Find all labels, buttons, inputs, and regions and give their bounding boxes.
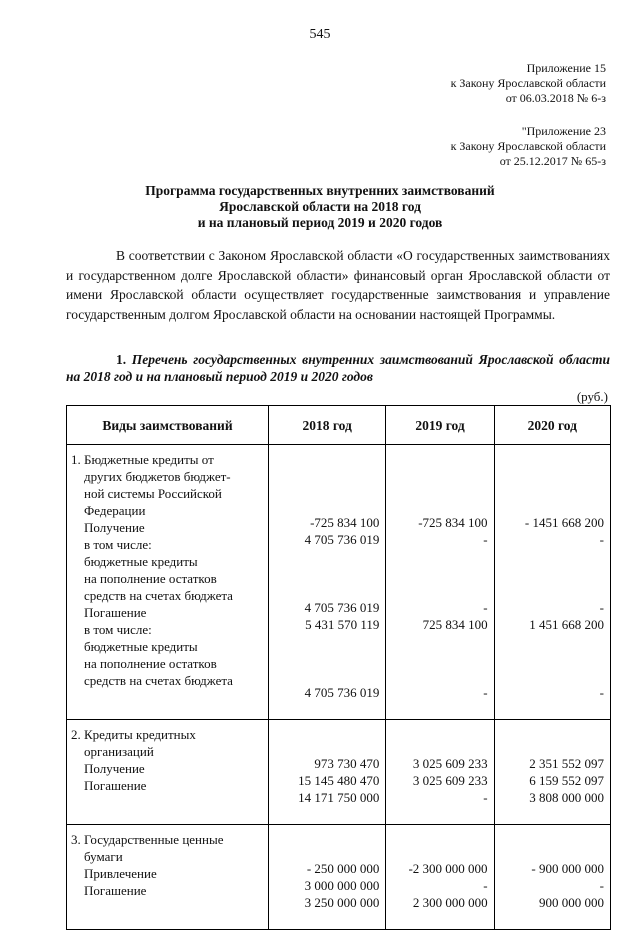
row-label: ной системы Российской [71,486,222,501]
value-2019: - [483,685,488,700]
value-2018-cell [268,825,386,930]
value-2019-cell [386,825,494,930]
row-label: средств на счетах бюджета [71,588,233,603]
value-2020 [496,667,604,684]
value-2020 [496,548,604,565]
value-2020 [496,650,604,667]
value-2018: 4 705 736 019 [304,600,380,615]
row-label: Получение [71,520,145,535]
page-number: 545 [309,27,331,42]
value-2019: -2 300 000 000 [408,861,488,876]
value-2018 [270,650,380,667]
value-2020: 1 451 668 200 [529,617,604,632]
value-2018: 4 705 736 019 [304,685,380,700]
value-2020 [496,565,604,582]
value-2019 [387,548,487,565]
value-2018: 5 431 570 119 [305,617,380,632]
row-label: Погашение [71,605,147,620]
row-label: Федерации [71,503,146,518]
table-row [67,720,611,825]
appendix-23-line: "Приложение 23 [521,124,606,138]
row-label: 1. Бюджетные кредиты от [71,452,214,467]
value-2018: 15 145 480 470 [298,773,380,788]
value-2019 [387,667,487,684]
header-2019: 2019 год [386,406,494,445]
value-2018: 3 250 000 000 [304,895,380,910]
row-label-cell [67,445,269,720]
row-label: Получение [71,761,145,776]
value-2019: 3 025 609 233 [412,756,488,771]
document-title [60,183,580,231]
value-2018 [270,667,380,684]
value-2020-cell [494,825,610,930]
value-2018: 4 705 736 019 [304,532,380,547]
appendix-15-line: Приложение 15 [526,61,606,75]
value-2018 [270,738,380,755]
title-line-3: и на плановый период 2019 и 2020 годов [197,215,443,230]
value-2018-cell [268,445,386,720]
title-line-2: Ярославской области на 2018 год [219,199,421,214]
value-2018 [270,843,380,860]
value-2020 [496,582,604,599]
value-2019 [387,463,487,480]
table-body [67,445,611,930]
value-2019-cell [386,445,494,720]
value-2019 [387,582,487,599]
value-2020: - 1451 668 200 [524,515,604,530]
value-2019 [387,565,487,582]
section-number: 1. [116,352,127,367]
row-label-cell [67,720,269,825]
table-row [67,445,611,720]
value-2020: - [599,685,604,700]
row-label: средств на счетах бюджета [71,673,233,688]
value-2019 [387,738,487,755]
value-2019: 3 025 609 233 [412,773,488,788]
row-label-cell [67,825,269,930]
value-2020: 3 808 000 000 [529,790,604,805]
appendix-23-date: от 25.12.2017 № 65-з [499,154,606,168]
value-2019-cell [386,720,494,825]
row-label: на пополнение остатков [71,571,217,586]
value-2020: 900 000 000 [539,895,604,910]
table-header-row [67,406,611,445]
value-2020: - [599,878,604,893]
value-2019 [387,480,487,497]
row-label: организаций [71,744,154,759]
value-2018: 3 000 000 000 [304,878,380,893]
row-label: 2. Кредиты кредитных [71,727,196,742]
value-2018 [270,582,380,599]
row-label: бюджетные кредиты [71,639,198,654]
unit-label: (руб.) [576,389,608,404]
value-2019 [387,843,487,860]
value-2020 [496,633,604,650]
value-2020-cell [494,445,610,720]
appendix-15-note [451,61,606,106]
value-2019: - [483,790,488,805]
row-label: в том числе: [71,537,152,552]
value-2019 [387,650,487,667]
value-2019: -725 834 100 [418,515,488,530]
section-title: Перечень государственных внутренних заимствований Ярославской области на 2018 год и на плановый период 2019 и 2020 годов [66,352,610,384]
row-label: 3. Государственные ценные [71,832,224,847]
appendix-23-law: к Закону Ярославской области [450,139,606,153]
appendix-15-law: к Закону Ярославской области [450,76,606,90]
value-2018-cell [268,720,386,825]
row-label: на пополнение остатков [71,656,217,671]
value-2019: 725 834 100 [422,617,488,632]
value-2018 [270,548,380,565]
value-2020: - 900 000 000 [531,861,604,876]
intro-paragraph: В соответствии с Законом Ярославской области «О государственных заимствованиях и государственном долге Ярославской области» финансовый орган Ярославской области от имени Ярославской области осуществляет государственные заимствования и управление государственным долгом Ярославской области на основании настоящей Программы. [66,248,610,322]
row-label: других бюджетов бюджет- [71,469,231,484]
value-2019: - [483,532,488,547]
value-2018 [270,480,380,497]
header-2018: 2018 год [268,406,386,445]
value-2018: - 250 000 000 [306,861,380,876]
value-2020: 2 351 552 097 [529,756,604,771]
value-2020: 6 159 552 097 [529,773,604,788]
value-2020-cell [494,720,610,825]
value-2018: -725 834 100 [310,515,380,530]
appendix-23-note [451,124,606,169]
value-2020 [496,738,604,755]
value-2019: 2 300 000 000 [412,895,488,910]
header-2020: 2020 год [494,406,610,445]
row-label: Погашение [71,883,147,898]
value-2019: - [483,600,488,615]
value-2020 [496,497,604,514]
borrowings-table [66,405,611,930]
value-2020 [496,480,604,497]
value-2019: - [483,878,488,893]
value-2019 [387,497,487,514]
value-2018: 973 730 470 [314,756,380,771]
appendix-15-date: от 06.03.2018 № 6-з [505,91,606,105]
value-2019 [387,633,487,650]
value-2018 [270,565,380,582]
value-2020: - [599,532,604,547]
row-label: Погашение [71,778,147,793]
value-2018 [270,463,380,480]
row-label: в том числе: [71,622,152,637]
row-label: бумаги [71,849,123,864]
value-2020: - [599,600,604,615]
title-line-1: Программа государственных внутренних заимствований [145,183,495,198]
value-2020 [496,843,604,860]
value-2020 [496,463,604,480]
value-2018 [270,633,380,650]
row-label: Привлечение [71,866,157,881]
value-2018: 14 171 750 000 [298,790,380,805]
row-label: бюджетные кредиты [71,554,198,569]
header-borrowing-type: Виды заимствований [67,406,269,445]
value-2018 [270,497,380,514]
section-heading [66,351,610,385]
table-row [67,825,611,930]
